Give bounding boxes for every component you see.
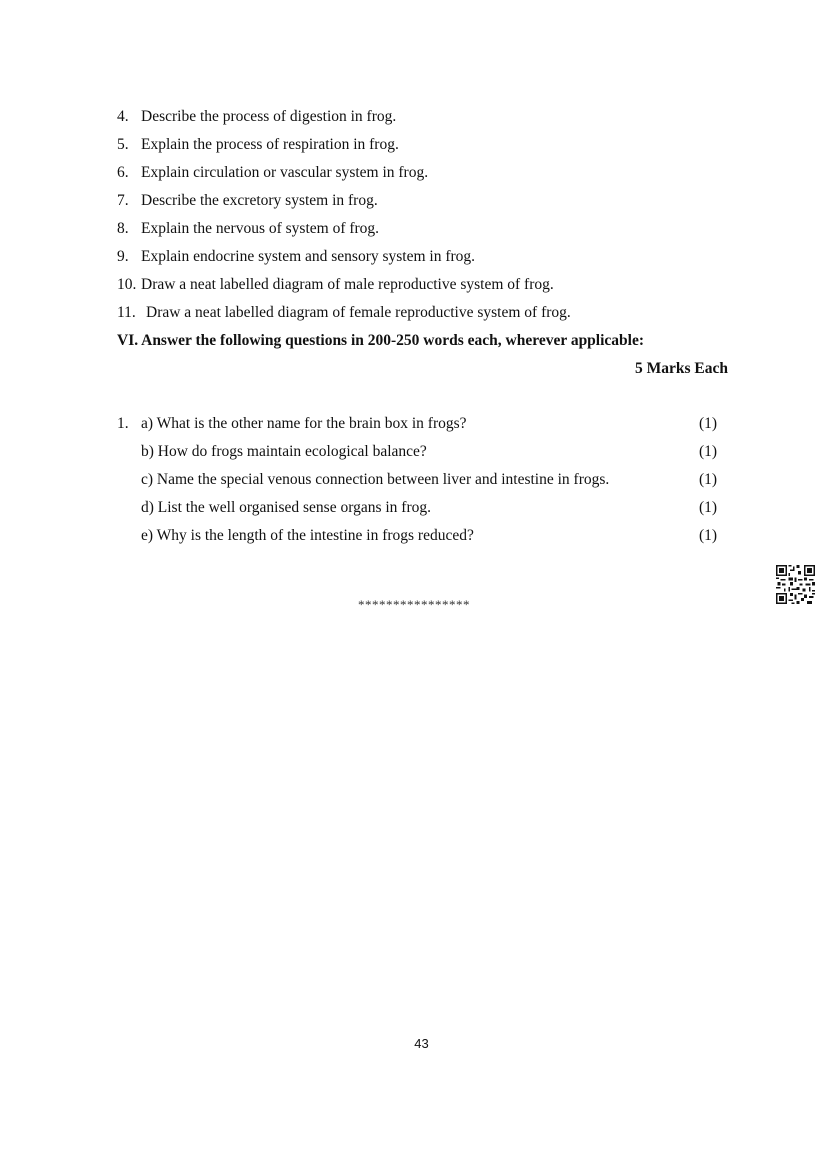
question-number: 10. bbox=[117, 276, 137, 293]
question-text: Describe the excretory system in frog. bbox=[141, 192, 378, 209]
long-question-number: 1. bbox=[117, 415, 129, 432]
question-number: 6. bbox=[117, 164, 129, 181]
sub-question-text: a) What is the other name for the brain box in frogs? bbox=[141, 415, 467, 432]
sub-question-mark: (1) bbox=[699, 499, 718, 516]
question-text: Describe the process of digestion in frog. bbox=[141, 108, 397, 125]
sub-question-text: d) List the well organised sense organs in frog. bbox=[141, 499, 431, 516]
sub-question-text: e) Why is the length of the intestine in frogs reduced? bbox=[141, 527, 474, 544]
question-item bbox=[117, 192, 378, 210]
section-marks: 5 Marks Each bbox=[635, 360, 728, 377]
question-number: 9. bbox=[117, 248, 129, 265]
question-number: 8. bbox=[117, 220, 129, 237]
question-text: Explain endocrine system and sensory system in frog. bbox=[141, 248, 476, 265]
question-number: 5. bbox=[117, 136, 129, 153]
qr-code-icon bbox=[776, 565, 815, 604]
sub-question-mark: (1) bbox=[699, 443, 718, 460]
sub-question-mark: (1) bbox=[699, 527, 718, 544]
question-text: Explain the nervous of system of frog. bbox=[141, 220, 380, 237]
question-text: Explain circulation or vascular system in frog. bbox=[141, 164, 429, 181]
question-item bbox=[117, 304, 571, 322]
question-item bbox=[117, 108, 396, 126]
question-text: Draw a neat labelled diagram of male reproductive system of frog. bbox=[141, 276, 554, 293]
question-item bbox=[117, 248, 475, 266]
question-item bbox=[117, 136, 399, 154]
sub-question-text: c) Name the special venous connection between liver and intestine in frogs. bbox=[141, 471, 610, 488]
page-number: 43 bbox=[414, 1036, 429, 1051]
question-number: 7. bbox=[117, 192, 129, 209]
question-item bbox=[117, 220, 379, 238]
section-separator: **************** bbox=[358, 597, 470, 612]
question-number: 11. bbox=[117, 304, 136, 321]
sub-question-text: b) How do frogs maintain ecological balance? bbox=[141, 443, 427, 460]
sub-question-mark: (1) bbox=[699, 415, 718, 432]
section-heading: VI. Answer the following questions in 200-250 words each, wherever applicable: bbox=[117, 332, 645, 349]
question-number: 4. bbox=[117, 108, 129, 125]
question-text: Explain the process of respiration in frog. bbox=[141, 136, 399, 153]
question-text: Draw a neat labelled diagram of female reproductive system of frog. bbox=[146, 304, 571, 321]
question-item bbox=[117, 276, 554, 294]
sub-question-mark: (1) bbox=[699, 471, 718, 488]
question-item bbox=[117, 164, 428, 182]
